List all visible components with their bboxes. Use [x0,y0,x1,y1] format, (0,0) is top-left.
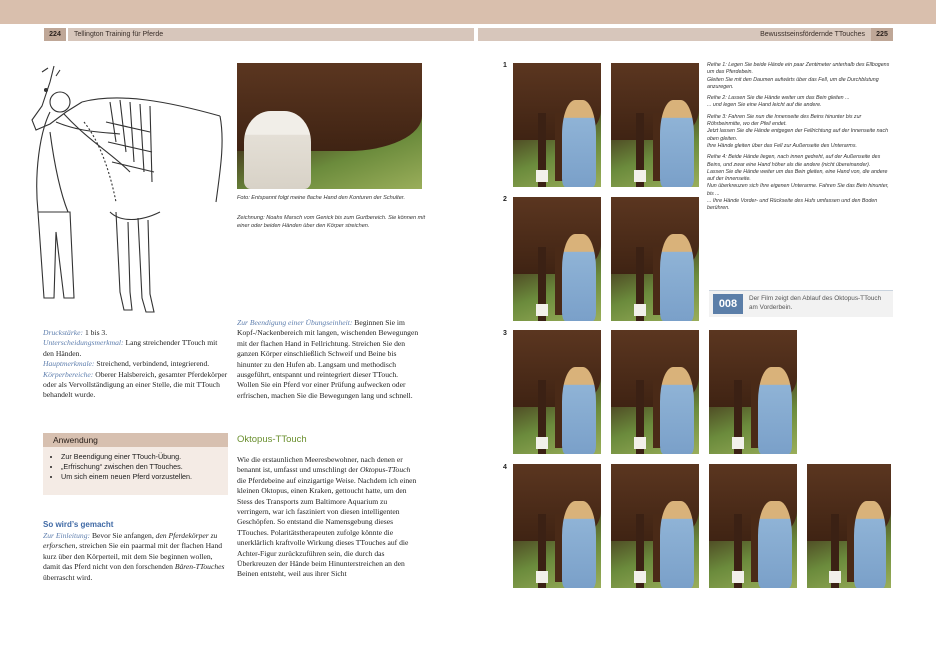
photo-row4-d [807,464,891,588]
drawing-caption: Zeichnung: Noahs Marsch vom Genick bis zum Gurtbereich. Sie können mit einer oder beiden Händen über den Körper streichen. [237,215,426,229]
photo-shoulder-touch [237,63,422,189]
photo-caption: Foto: Entspannt folgt meine flache Hand den Konturen der Schulter. [237,195,406,201]
photo-row3-c [709,330,797,454]
sowirds-heading: So wird’s gemacht [43,520,114,529]
photo-row3-b [611,330,699,454]
sowirds-i1: den Pferdekörper zu erforschen, [43,531,218,551]
instr-r2-head: Reihe 2: Lassen Sie die Hände weiter um das Bein gleiten ... [707,95,850,102]
instr-r3-head: Reihe 3: Fahren Sie nun die Innenseite des Beins hinunter bis zur Röhrbeinmitte, wo der Pfeil endet. [707,113,862,128]
photo-row3-a [513,330,601,454]
spec-label-haupt: Hauptmerkmale: [43,359,95,369]
instr-r2-body: ... und legen Sie eine Hand leicht auf die andere. [707,102,822,109]
col2-body: Beginnen Sie im Kopf-/Nackenbereich mit langen, wischenden Bewegungen mit der flachen Hand in Fellrichtung. Streichen Sie den ganzen Körper einschließlich Schweif und Beine bis hinunter zu den Hufen ab. Langsam und methodisch ausgeführt, entspannt und reintegriert dieser TTouch. Wollen Sie ein Pferd vor einer Prüfung aufwecken oder erfrischen, machen Sie die Bewegungen lang und schnell. [237,318,419,400]
oktopus-text [237,455,421,580]
photo-row2-b [611,197,699,321]
instr-r4-head: Reihe 4: Beide Hände liegen, nach innen gedreht, auf der Außenseite des Beins, und zwar eine Hand höher als die andere (nicht übereinander). [707,154,881,168]
oktopus-i1: Oktopus-TTouch [359,465,411,475]
instructions [707,62,895,213]
instr-r1-head: Reihe 1: Legen Sie beide Hände ein paar Zentimeter unterhalb des Ellbogens um das Pferdebein. [707,62,890,76]
instr-r4-body1: Lassen Sie die Hände weiter um das Bein gleiten, eine Hand von, die andere auf der Innenseite. [707,168,888,183]
instr-r3-body2: Ihre Hände gleiten über das Fell zur Außenseite des Unterarms. [707,142,857,149]
row-number: 3 [503,330,507,337]
anwendung-list [43,447,228,483]
photo-row1-a [513,63,601,187]
oktopus-t1: Wie die erstaunlichen Meeresbewohner, nach denen er benannt ist, umfasst und umschlingt der [237,455,403,475]
sowirds-i2: Bären-TTouches [174,562,225,572]
anwendung-item: • „Erfrischung“ zwischen den TTouches. [61,462,228,472]
anwendung-box [43,433,228,495]
specs-block [43,328,228,401]
running-title-left: Tellington Training für Pferde [68,28,474,41]
oktopus-heading: Oktopus-TTouch [237,434,307,445]
photo-row4-b [611,464,699,588]
anwendung-item: • Zur Beendigung einer TTouch-Übung. [61,452,228,462]
sowirds-label: Zur Einleitung: [43,531,91,540]
photo-row2-a [513,197,601,321]
row-number: 1 [503,62,507,69]
photo-row1-b [611,63,699,187]
film-box[interactable] [709,290,893,317]
spec-label-unterscheidung: Unterscheidungsmerkmal: [43,338,124,348]
col2-label: Zur Beendigung einer Übungseinheit: [237,318,353,327]
instr-r1-body: Gleiten Sie mit den Daumen aufwärts über das Fell, um die Durchblutung anzuregen. [707,76,879,90]
photo-row4-a [513,464,601,588]
anwendung-item: • Um sich einem neuen Pferd vorzustellen. [61,472,228,482]
instr-r4-body2: Nun überkreuzen sich Ihre eigenen Unterarme. Fahren Sie das Bein hinunter, bis ... [707,183,889,197]
anwendung-title: Anwendung [43,433,228,447]
running-title-right: Bewusstseinsfördernde TTouches [478,28,871,41]
oktopus-t2: die Pferdebeine auf einzigartige Weise. Nachdem ich einen kleinen Oktopus, einen Kraken, gettoucht hatte, um den Stess des Transports zum Baltimore Aquarium zu verringern, war ich fasziniert von diesen intelligenten Geschöpfen. So entstand die Namensgebung dieses TTouches. Polaritätstherapeuten zufolge könnte die unerklärlich kraftvolle Wirkung dieses TTouches auf die Achter-Figur zurückzuführen sein, die durch das Überkreuzen der Hände beim Hinunterstreichen an den Beinen entsteht, weil aus ihrer Sicht [237,475,417,579]
spec-label-druck: Druckstärke: [43,328,84,337]
spec-label-koerper: Körperbereiche: [43,369,94,379]
sowirds-t3: überrascht wird. [43,572,93,582]
page-number-left: 224 [44,28,66,41]
film-number-badge: 008 [713,294,743,314]
row-number: 2 [503,196,507,203]
spec-value-haupt: Streichend, verbindend, integrierend. [94,359,210,369]
page-number-right: 225 [871,28,893,41]
spec-value-koerper: Oberer Halsbereich, gesamter Pferdekörper oder als Vervollständigung an einer Stelle, die mit TTouch behandelt wurde. [43,369,228,400]
row-number: 4 [503,464,507,471]
instr-r3-body1: Jetzt lassen Sie die Hände entgegen der Fellrichtung auf der Innenseite nach oben gleiten. [707,128,889,142]
sowirds-t1: Bevor Sie anfangen, [90,531,156,540]
spec-value-druck: 1 bis 3. [83,328,108,337]
line-drawing [20,62,235,318]
film-text: Der Film zeigt den Ablauf des Oktopus-TTouch am Vorderbein. [749,295,882,311]
instr-r4-body3: ... Ihre Hände Vorder- und Rückseite des Hufs umfassen und den Boden berühren. [707,198,878,212]
photo-row4-c [709,464,797,588]
col2-text [237,318,421,401]
top-color-band [0,0,936,24]
sowirds-text [43,531,228,583]
sowirds-t2: streichen Sie ein paarmal mit der flachen Hand kurz über den Körperteil, mit dem Sie beginnen wollen, damit das Pferd nicht von den forschenden [43,541,223,572]
spec-value-unterscheidung: Lang streichender TTouch mit den Händen. [43,338,218,358]
